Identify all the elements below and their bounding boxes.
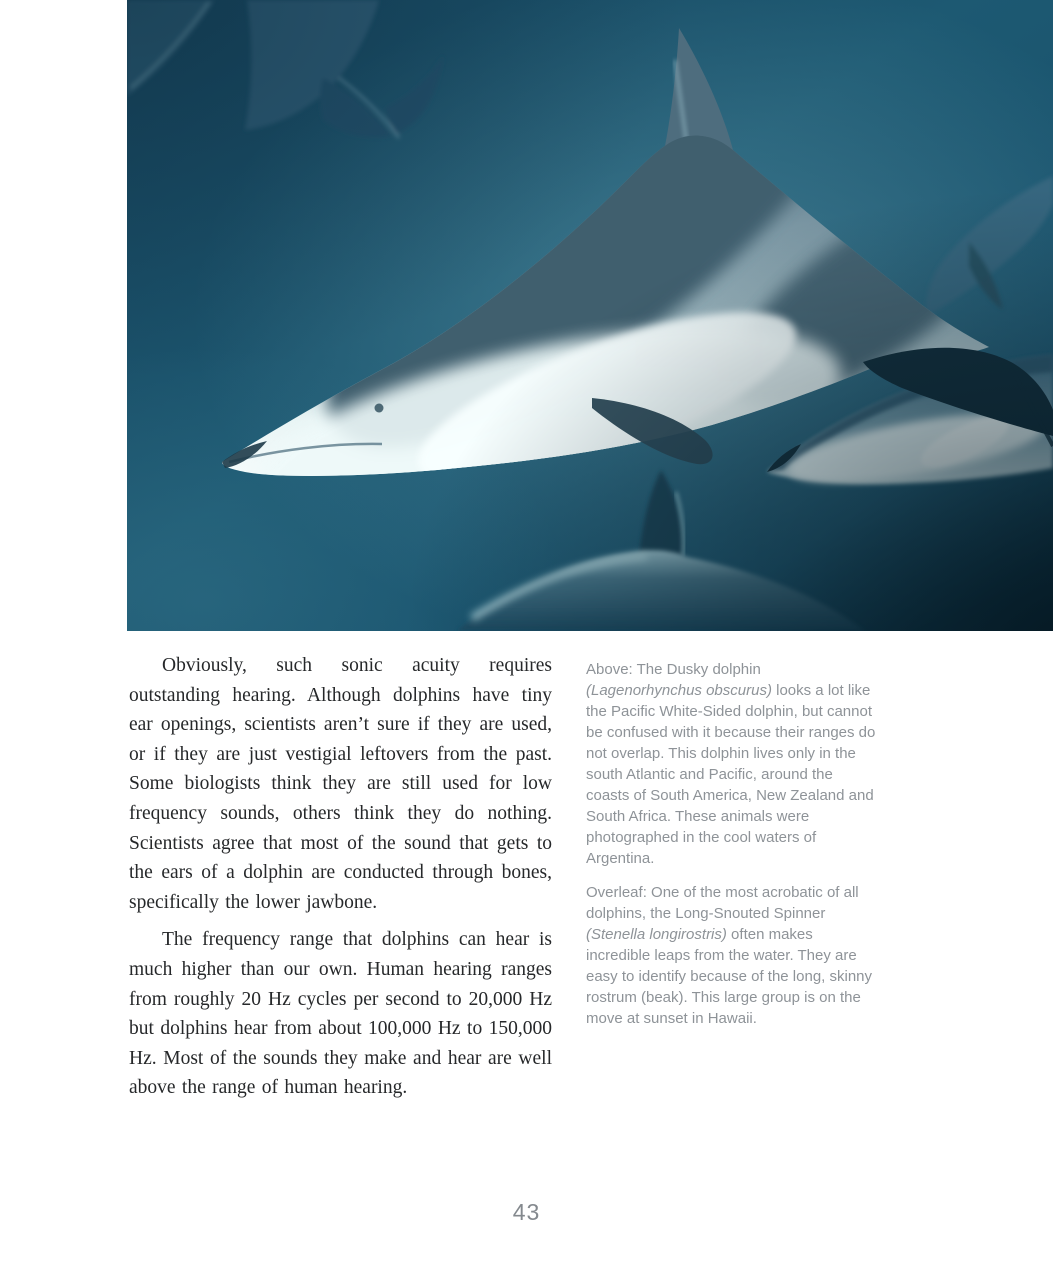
light-vignette <box>127 0 1053 631</box>
body-paragraph-2: The frequency range that dolphins can hear is much higher than our own. Human hearing ranges from roughly 20 Hz cycles per second to 20,000 Hz but dolphins hear from about 100,000 Hz to 150,000 Hz. Most of the sounds they make and hear are well above the range of human hearing. <box>129 929 552 1099</box>
caption-above-text-cont: looks a lot like the Pacific White-Sided dolphin, but cannot be confused with it because their ranges do not overlap. This dolphin lives only in the south Atlantic and Pacific, around the coasts of South America, New Zealand and South Africa. These animals were photographed in the cool waters of Argentina. <box>586 682 876 867</box>
body-text-column <box>129 651 552 1111</box>
caption-above-text: Above: The Dusky dolphin <box>586 661 761 678</box>
page-number: 43 <box>512 1199 541 1225</box>
caption-column <box>586 659 878 1042</box>
body-paragraph-1: Obviously, such sonic acuity requires outstanding hearing. Although dolphins have tiny ear openings, scientists aren’t sure if they are used, or if they are just vestigial leftovers from the past. Some biologists think they are still used for low frequency sounds, others think they do nothing. Scientists agree that most of the sound that gets to the ears of a dolphin are conducted through bones, specifically the lower jawbone. <box>129 655 552 913</box>
dolphins-photo-art <box>127 0 1053 631</box>
caption-above <box>586 659 878 869</box>
caption-above-latin-name: (Lagenorhynchus obscurus) <box>586 682 772 699</box>
caption-overleaf-text: Overleaf: One of the most acrobatic of all dolphins, the Long-Snouted Spinner <box>586 884 859 922</box>
dolphins-photo <box>127 0 1053 631</box>
caption-overleaf-text-cont: often makes incredible leaps from the water. They are easy to identify because of the long, skinny rostrum (beak). This large group is on the move at sunset in Hawaii. <box>586 926 873 1027</box>
caption-overleaf <box>586 882 878 1029</box>
caption-overleaf-latin-name: (Stenella longirostris) <box>586 926 727 943</box>
